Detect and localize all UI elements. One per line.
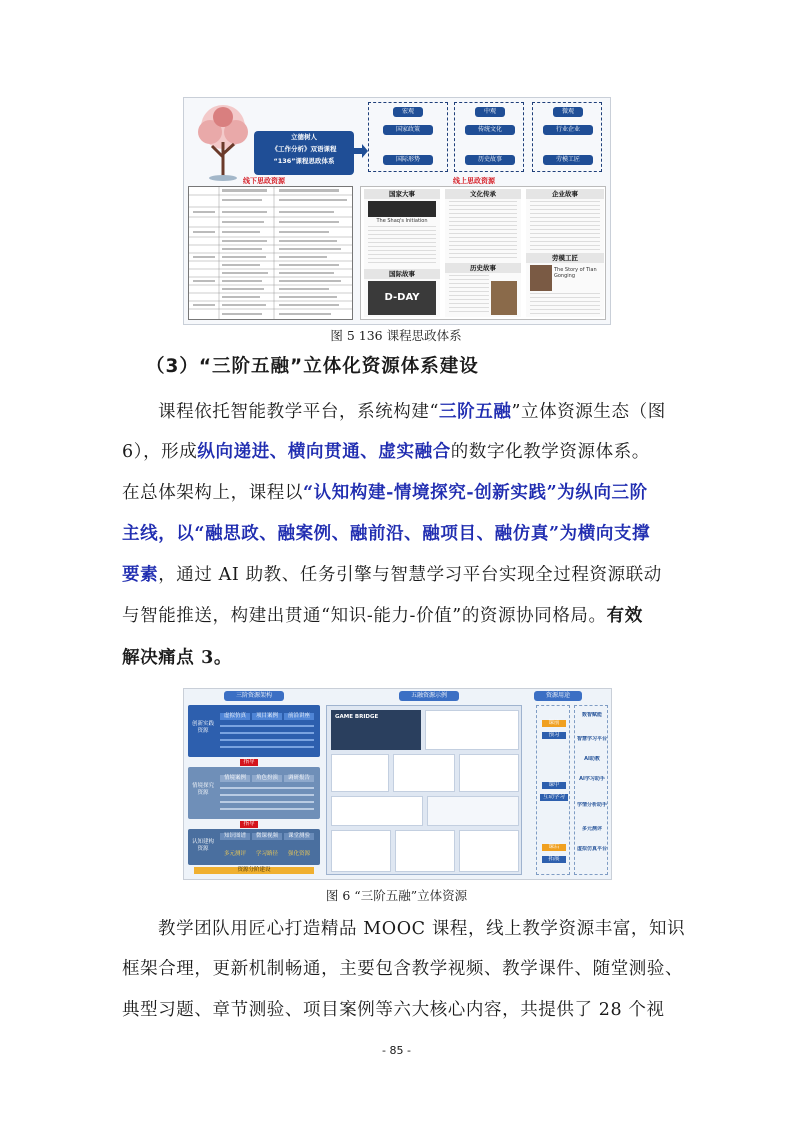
inner-detail [220,725,314,751]
screenshot-tile [395,830,455,872]
bottom-bar: 资源分阶建设 [194,867,314,874]
arrow-label: 指导 [240,759,258,766]
layer-label-cognition: 认知建构资源 [192,839,215,852]
online-title: 线上思政资源 [453,177,495,185]
paragraph-1-line-6 [122,604,675,628]
inner-item: 情境案例 [220,775,250,782]
column-macro [368,102,448,172]
column-top-macro: 国家政策 [383,125,433,135]
card-title-history: 历史故事 [445,263,521,273]
inner-item: 知识图谱 [220,833,250,840]
section-heading: （3）“三阶五融”立体化资源体系建设 [146,356,479,377]
online-card-col-2 [445,189,521,317]
history-photo [491,281,517,315]
panel-title: GAME BRIDGE [335,714,379,720]
inner-item: 角色扮演 [252,775,282,782]
layer-innovation [188,705,320,757]
use-item: 智慧学习平台 [576,736,607,742]
use-stage-sub: 预习 [542,732,566,739]
use-item: 学情分析助手 [576,802,607,808]
offline-table [188,186,353,320]
use-stage: 课中 [542,782,566,789]
highlight-run: 要素 [122,565,159,585]
column-top-meso: 传统文化 [465,125,515,135]
column-meso [454,102,524,172]
card-text-lines [368,226,436,266]
paragraph-1-line-4: 主线，以“融思政、融案例、融前沿、融项目、融仿真”为横向支撑 [122,524,651,544]
text-run: ”立体资源生态（图 [511,402,666,422]
offline-title: 线下思政资源 [243,177,285,185]
card-title-national: 国家大事 [364,189,440,199]
mini-label: 强化资源 [287,851,310,857]
column-head-macro: 宏观 [393,107,423,117]
column-bottom-micro: 劳模工匠 [543,155,593,165]
center-line-2: 《工作分析》双语课程 [271,145,337,153]
text-run: 在总体架构上，课程以 [122,483,303,503]
column-micro [532,102,602,172]
use-stage: 课后 [542,844,566,851]
figure-5-caption: 图 5 136 课程思政体系 [330,328,462,343]
card-subtitle-2: The Story of Tian Gonging [554,267,597,279]
column-head-meso: 中观 [475,107,505,117]
online-resources [360,186,606,320]
inner-item: 调研报告 [284,775,314,782]
use-item: AI学习助手 [579,776,605,782]
screenshot-tile [331,754,389,792]
screenshot-tile [331,796,423,826]
center-line-1: 立德树人 [291,133,317,141]
paragraph-2-line-3: 典型习题、章节测验、项目案例等六大核心内容，共提供了 28 个视 [122,1000,665,1020]
figure-6-caption: 图 6 “三阶五融”立体资源 [325,888,468,903]
paragraph-1-line-3 [122,481,675,505]
text-run: 6），形成 [122,442,198,462]
inner-item: 课堂测验 [284,833,314,840]
worker-photo [530,265,552,291]
online-card-col-3 [526,189,604,317]
arrow-right-icon [354,144,368,158]
online-card-col-1 [364,189,440,317]
card-subtitle: The Shaq's Initiation [376,218,428,224]
layer-cognition [188,829,320,865]
layer-label-inquiry: 情境探究资源 [192,783,215,796]
card-title-enterprise: 企业故事 [526,189,604,199]
card-title-intl: 国际故事 [364,269,440,279]
paragraph-1-line-7: 解决痛点 3。 [122,648,232,668]
inner-detail [220,787,314,813]
text-run: 课程依托智能教学平台，系统构建“ [158,402,440,422]
column-head-micro: 微观 [553,107,583,117]
card-title-culture: 文化传承 [445,189,521,199]
layer-inquiry [188,767,320,819]
figure-6 [183,688,612,880]
figure-5 [183,97,611,325]
screenshot-tile [427,796,519,826]
fig6-head-3: 资源用途 [534,691,582,701]
paragraph-2-line-1: 教学团队用匠心打造精品 MOOC 课程，线上教学资源丰富，知识 [158,919,686,939]
card-text-lines [530,293,600,315]
inner-item: 微课视频 [252,833,282,840]
uses-left-column [536,705,570,875]
fig6-head-2: 五融资源示例 [399,691,459,701]
highlight-run: 三阶五融 [439,402,512,422]
use-stage: 课前 [542,720,566,727]
card-text-lines [449,275,489,315]
screenshot-tile [459,754,519,792]
center-block [254,131,354,175]
use-item: AI助教 [584,756,600,762]
column-bottom-meso: 历史故事 [465,155,515,165]
center-line-3: “136”课程思政体系 [273,157,335,165]
card-text-lines [530,201,600,251]
inner-item: 虚拟仿真 [220,713,250,720]
arrow-label-2: 指导 [240,821,258,828]
page-number: - 85 - [382,1044,411,1057]
mini-label: 多元测评 [223,851,246,857]
screenshot-tile [425,710,519,750]
screenshot-tile [393,754,455,792]
text-run: 的数字化教学资源体系。 [450,442,650,462]
text-run: ，通过 AI 助教、任务引擎与智慧学习平台实现全过程资源联动 [158,565,662,585]
screenshot-tile [331,830,391,872]
inner-item: 前沿讲座 [284,713,314,720]
offline-table-grid [189,187,352,319]
paragraph-1-line-5 [122,563,675,587]
paragraph-1-line-2 [122,440,675,464]
bold-run: 有效 [606,606,643,626]
uses-right-column [574,705,608,875]
paragraph-1-line-1 [158,400,711,424]
mini-label: 学习路径 [255,851,278,857]
use-stage-sub: 互动学习 [540,794,568,801]
tree-icon [188,102,258,182]
highlight-run: 纵向递进、横向贯通、虚实融合 [197,442,451,462]
column-bottom-macro: 国际形势 [383,155,433,165]
fig6-head-1: 三阶资源架构 [224,691,284,701]
paragraph-2-line-2: 框架合理，更新机制畅通，主要包含教学视频、教学课件、随堂测验、 [122,959,684,979]
d-day-banner: D-DAY [368,281,436,315]
layer-label-innovation: 创新实践资源 [192,721,215,734]
card-image [368,201,436,217]
use-item: 数智赋能 [581,712,602,718]
use-item: 虚拟仿真平台 [576,846,607,852]
column-top-micro: 行业企业 [543,125,593,135]
use-item: 多元测评 [581,826,602,832]
highlight-run: “认知构建-情境探究-创新实践”为纵向三阶 [303,483,648,503]
card-text-lines [449,201,517,261]
card-title-model-worker: 劳模工匠 [526,253,604,263]
inner-item: 项目案例 [252,713,282,720]
screenshot-tile [331,710,421,750]
screenshot-tile [459,830,519,872]
text-run: 与智能推送，构建出贯通“知识-能力-价值”的资源协同格局。 [122,606,607,626]
use-stage-sub: 拓展 [542,856,566,863]
five-fusion-panel [326,705,522,875]
